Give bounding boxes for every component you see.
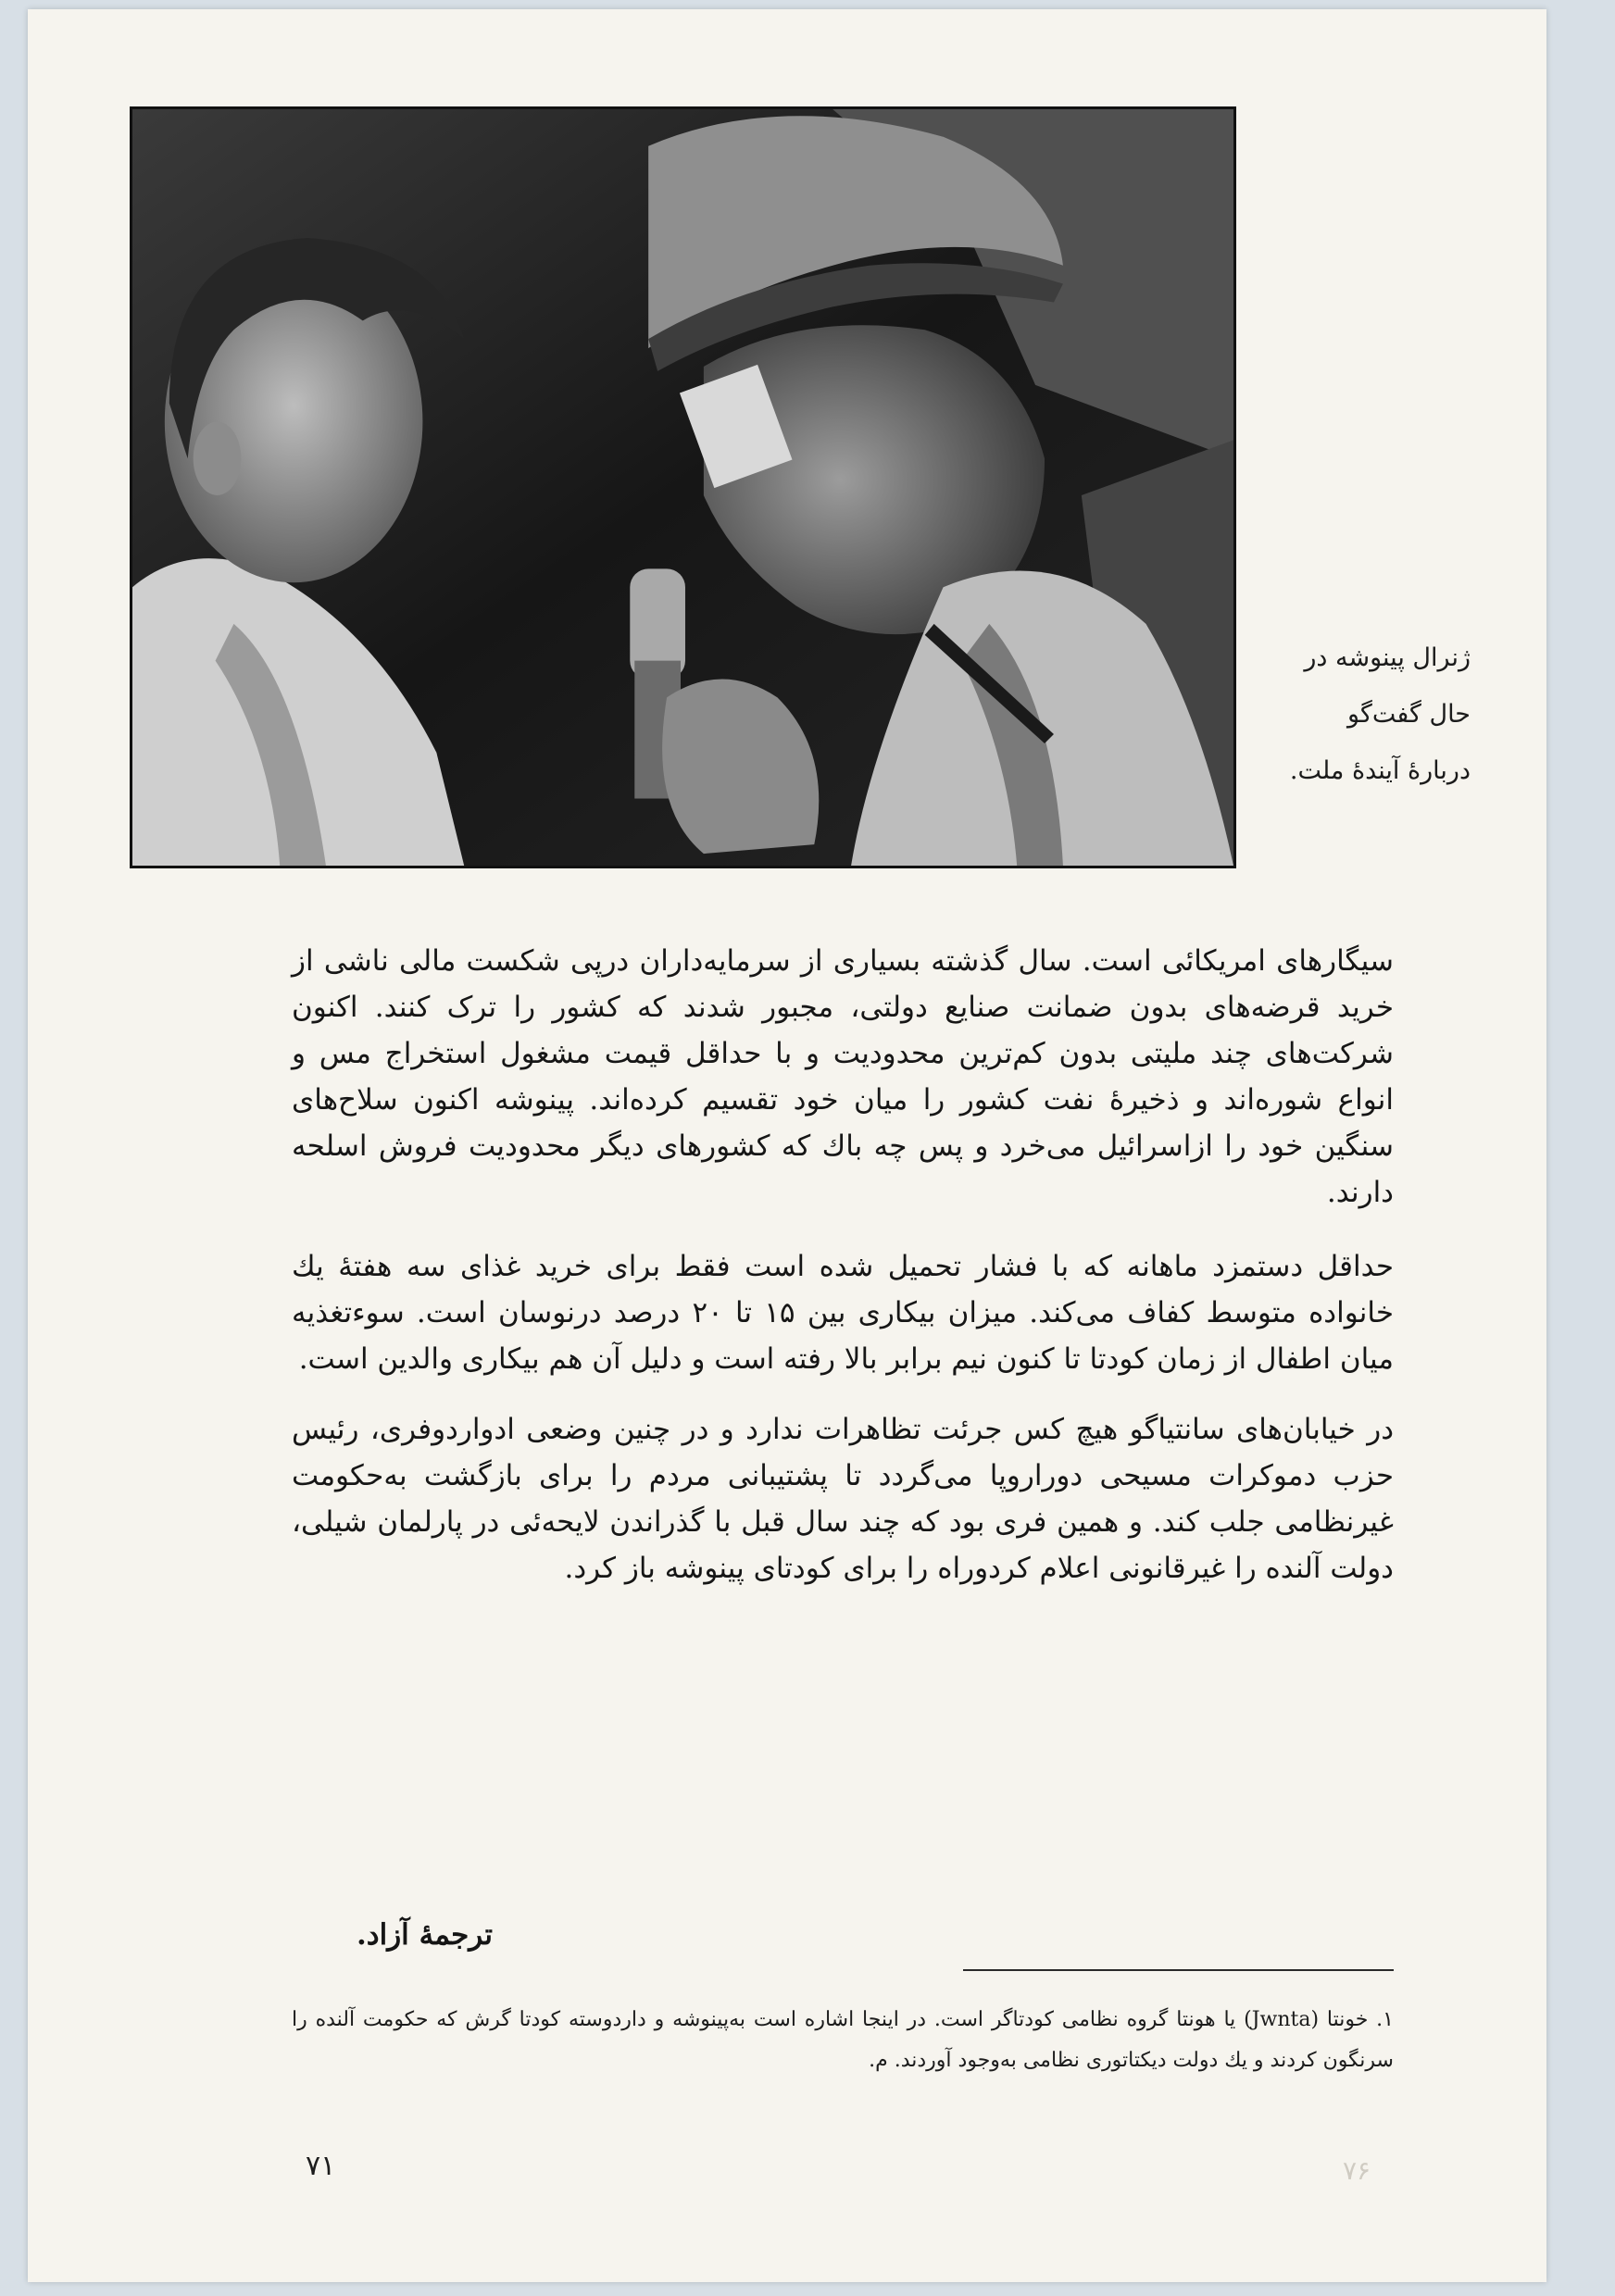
caption-line: دربارهٔ آیندهٔ ملت. (1289, 756, 1471, 785)
page-number: ۷۱ (306, 2150, 336, 2182)
footnote: ۱. خونتا (Jwnta) یا هونتا گروه نظامی کودتاگر است. در اینجا اشاره است به‌پینوشه و داردوسته کودتا گرش که حکومت آلنده را سرنگون کردند و یك دولت دیکتاتوری نظامی به‌وجود آوردند. م. (292, 2008, 1394, 2072)
photo-caption (1248, 630, 1471, 799)
document-page (28, 9, 1546, 2282)
paragraph: سیگارهای امریکائی است. سال گذشته بسیاری از سرمایه‌داران درپی شکست مالی ناشی از خرید قرضه‌های بدون ضمانت صنایع دولتی، مجبور شدند که کشور را ترک کنند. اکنون شرکت‌های چند ملیتی بدون کم‌ترین محدودیت و با حداقل قیمت مشغول استخراج مس و انواع شوره‌اند و ذخیرهٔ نفت کشور را میان خود تقسیم کرده‌اند. پینوشه اکنون سلاح‌های سنگین خود را ازاسرائیل می‌خرد و پس چه باك كه كشورهای دیگر محدودیت فروش اسلحه دارند. (292, 944, 1394, 1209)
photo-general-with-child (132, 109, 1233, 866)
paragraph: در خیابان‌های سانتیاگو هیچ کس جرئت تظاهرات ندارد و در چنین وضعی ادواردوفری، رئیس حزب دموکرات مسیحی دوراروپا می‌گردد تا پشتیبانی مردم را برای بازگشت به‌حکومت غیرنظامی جلب کند. و همین فری بود که چند سال قبل با گذراندن لایحه‌ئی در پارلمان شیلی، دولت آلنده را غیرقانونی اعلام کردوراه را برای کودتای پینوشه باز کرد. (292, 1413, 1394, 1585)
paragraph: حداقل دستمزد ماهانه که با فشار تحمیل شده است فقط برای خرید غذای سه هفتهٔ یك خانواده متوسط كفاف می‌كند. میزان بیكاری بین ۱۵ تا ۲۰ درصد درنوسان است. سوءتغذیه میان اطفال از زمان کودتا تا کنون نیم برابر بالا رفته است و دلیل آن هم بیکاری والدین است. (292, 1250, 1394, 1376)
bleed-through-page-number: ۷۶ (1343, 2155, 1371, 2186)
caption-line: ژنرال پینوشه در (1304, 643, 1471, 672)
photograph (130, 106, 1236, 868)
translator-signature: ترجمهٔ آزاد. (357, 1918, 494, 1952)
article-body (292, 938, 1394, 1616)
caption-line: حال گفت‌گو (1347, 700, 1471, 729)
footnote-divider (963, 1969, 1394, 1971)
